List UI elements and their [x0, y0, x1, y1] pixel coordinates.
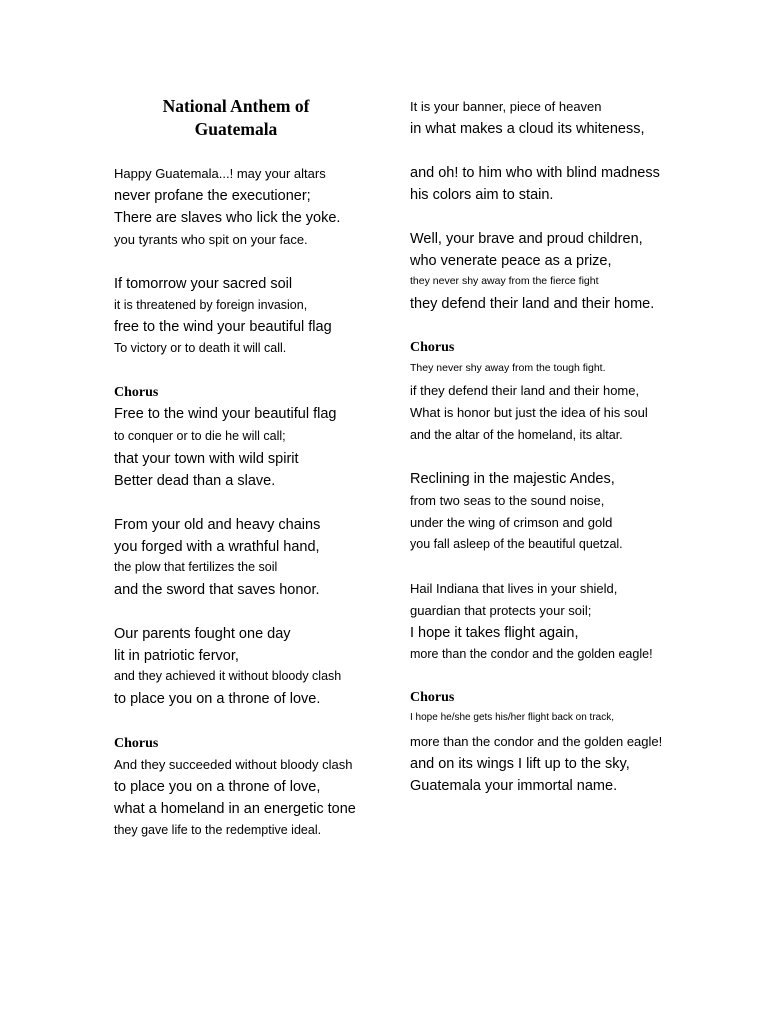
chorus-heading: Chorus [114, 736, 159, 751]
verse-line: his colors aim to stain. [410, 187, 554, 203]
verse-line: they gave life to the redemptive ideal. [114, 823, 322, 837]
verse-line: in what makes a cloud its whiteness, [410, 121, 645, 137]
verse-line: more than the condor and the golden eagle! [410, 647, 653, 661]
verse-line: it is threatened by foreign invasion, [114, 298, 308, 312]
verse-line: the plow that fertilizes the soil [114, 560, 278, 574]
verse-line: and on its wings I lift up to the sky, [410, 756, 630, 772]
verse-line: what a homeland in an energetic tone [114, 801, 356, 817]
title-line-2: Guatemala [194, 119, 278, 139]
verse-line: Reclining in the majestic Andes, [410, 471, 615, 487]
verse-line: they defend their land and their home. [410, 296, 655, 312]
verse-line: It is your banner, piece of heaven [410, 99, 602, 114]
verse-line: I hope he/she gets his/her flight back on track, [410, 712, 615, 723]
verse-line: and the sword that saves honor. [114, 582, 320, 598]
verse-line: to conquer or to die he will call; [114, 429, 286, 443]
verse-line: that your town with wild spirit [114, 451, 299, 467]
chorus-heading: Chorus [410, 340, 455, 355]
verse-line: I hope it takes flight again, [410, 625, 579, 641]
verse-line: Well, your brave and proud children, [410, 231, 643, 247]
verse-line: more than the condor and the golden eagle! [410, 734, 663, 749]
chorus-heading: Chorus [114, 385, 159, 400]
verse-line: Free to the wind your beautiful flag [114, 406, 337, 422]
verse-line: you forged with a wrathful hand, [114, 539, 320, 555]
verse-line: under the wing of crimson and gold [410, 515, 613, 530]
verse-line: free to the wind your beautiful flag [114, 319, 332, 335]
verse-line: guardian that protects your soil; [410, 603, 592, 618]
title-line-1: National Anthem of [162, 96, 310, 116]
verse-line: There are slaves who lick the yoke. [114, 210, 341, 226]
verse-line: And they succeeded without bloody clash [114, 757, 353, 772]
verse-line: and the altar of the homeland, its altar. [410, 428, 623, 442]
verse-line: If tomorrow your sacred soil [114, 276, 293, 292]
verse-line: who venerate peace as a prize, [410, 253, 612, 269]
chorus-heading: Chorus [410, 690, 455, 705]
verse-line: From your old and heavy chains [114, 517, 321, 533]
verse-line: you tyrants who spit on your face. [114, 232, 308, 247]
verse-line: Hail Indiana that lives in your shield, [410, 581, 618, 596]
verse-line: if they defend their land and their home, [410, 383, 640, 398]
page-title [114, 95, 358, 141]
verse-line: They never shy away from the tough fight. [410, 362, 606, 374]
verse-line: To victory or to death it will call. [114, 341, 287, 355]
verse-line: Happy Guatemala...! may your altars [114, 166, 326, 181]
verse-line: lit in patriotic fervor, [114, 648, 239, 664]
verse-line: never profane the executioner; [114, 188, 311, 204]
verse-line: What is honor but just the idea of his soul [410, 405, 648, 420]
verse-line: you fall asleep of the beautiful quetzal. [410, 537, 623, 551]
verse-line: and they achieved it without bloody clash [114, 669, 342, 683]
verse-line: Guatemala your immortal name. [410, 778, 618, 794]
verse-line: Better dead than a slave. [114, 473, 276, 489]
verse-line: from two seas to the sound noise, [410, 493, 605, 508]
verse-line: they never shy away from the fierce fight [410, 275, 599, 287]
verse-line: to place you on a throne of love, [114, 779, 321, 795]
verse-line: to place you on a throne of love. [114, 691, 321, 707]
verse-line: and oh! to him who with blind madness [410, 165, 660, 181]
verse-line: Our parents fought one day [114, 626, 291, 642]
